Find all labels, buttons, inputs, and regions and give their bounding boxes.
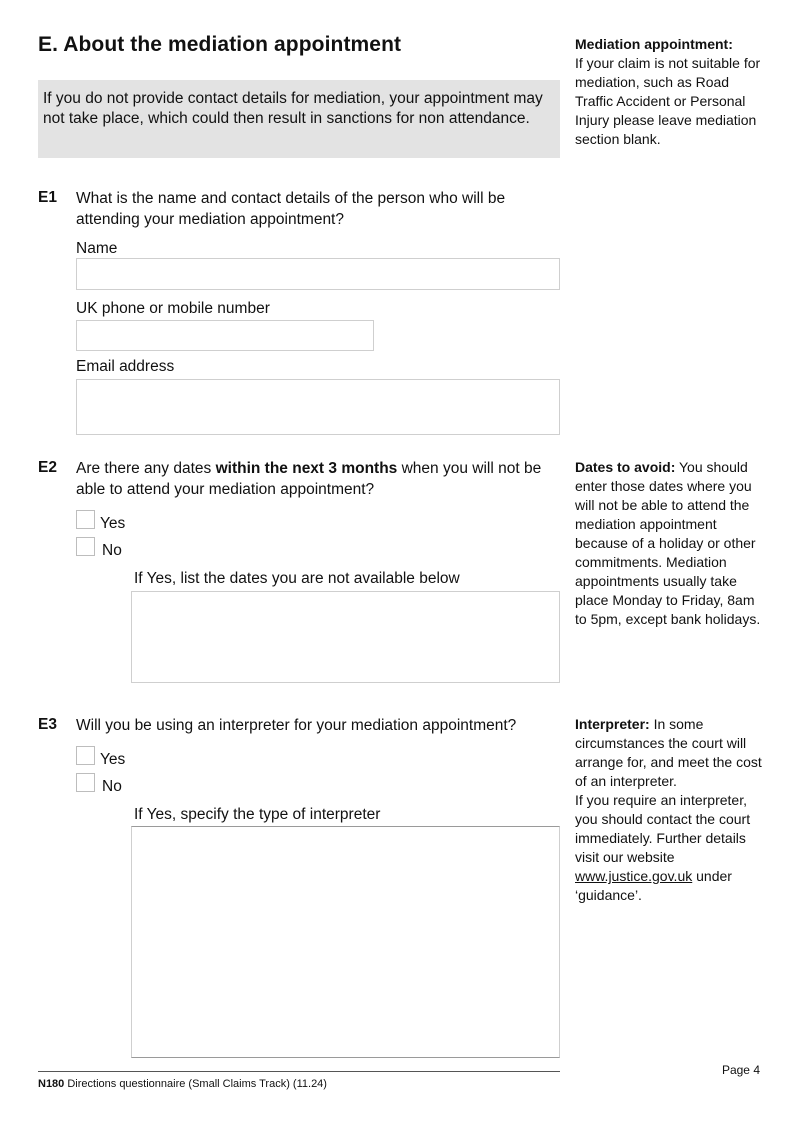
sidebar-note-mediation <box>575 35 770 149</box>
name-label: Name <box>76 240 118 257</box>
footer-divider <box>38 1071 560 1072</box>
e2-followup-label: If Yes, list the dates you are not available below <box>134 570 460 587</box>
sidebar-dates-body: You should enter those dates where you will not be able to attend the mediation appointment because of a holiday or other commitments. Mediation appointments usually take place Monday to Friday, 8am to 5pm, except bank holidays. <box>575 459 761 627</box>
sidebar-dates-title: Dates to avoid: <box>575 459 676 475</box>
sidebar-interpreter-body2: If you require an interpreter, you should contact the court immediately. Further details visit our website <box>575 792 751 865</box>
phone-input[interactable] <box>76 320 374 351</box>
attendance-notice-text: If you do not provide contact details for mediation, your appointment may not take place, which could then result in sanctions for non attendance. <box>43 90 543 127</box>
e2-yes-checkbox[interactable] <box>76 510 95 529</box>
email-label: Email address <box>76 358 175 375</box>
name-input[interactable] <box>76 258 560 290</box>
sidebar-mediation-body: If your claim is not suitable for mediation, such as Road Traffic Accident or Personal Injury please leave mediation section blank. <box>575 55 761 147</box>
e2-no-label: No <box>102 542 122 559</box>
question-text-e2-emphasis: within the next 3 months <box>215 460 398 477</box>
sidebar-note-interpreter <box>575 715 770 905</box>
footer-form-code: N180 <box>38 1078 65 1090</box>
justice-website-link[interactable]: www.justice.gov.uk <box>575 868 693 884</box>
question-text-e3: Will you be using an interpreter for your mediation appointment? <box>76 717 517 734</box>
question-text-e2 <box>76 458 562 500</box>
phone-label: UK phone or mobile number <box>76 300 270 317</box>
attendance-notice <box>38 80 560 158</box>
e3-followup-label: If Yes, specify the type of interpreter <box>134 806 381 823</box>
e3-no-label: No <box>102 778 122 795</box>
question-number-e1: E1 <box>38 189 57 206</box>
question-number-e3: E3 <box>38 716 57 733</box>
e2-yes-label: Yes <box>100 515 126 532</box>
sidebar-interpreter-body3: under ‘guidance’. <box>575 868 732 903</box>
interpreter-type-input[interactable] <box>131 826 560 1058</box>
question-number-e2: E2 <box>38 459 57 476</box>
question-text-e1: What is the name and contact details of the person who will be attending your mediation appointment? <box>76 190 506 228</box>
sidebar-interpreter-body1: In some circumstances the court will arrange for, and meet the cost of an interpreter. <box>575 716 762 789</box>
email-input[interactable] <box>76 379 560 435</box>
page-number: Page 4 <box>721 1063 760 1077</box>
section-title: E. About the mediation appointment <box>38 33 402 56</box>
e3-yes-label: Yes <box>100 751 126 768</box>
e2-no-checkbox[interactable] <box>76 537 95 556</box>
footer-form-title: Directions questionnaire (Small Claims Track) (11.24) <box>67 1078 327 1090</box>
question-text-e2-start: Are there any dates <box>76 460 216 477</box>
unavailable-dates-input[interactable] <box>131 591 560 683</box>
footer-form-info <box>38 1078 327 1090</box>
question-text-e2-end: when you will not be able to attend your mediation appointment? <box>76 460 542 498</box>
sidebar-interpreter-title: Interpreter: <box>575 716 650 732</box>
e3-no-checkbox[interactable] <box>76 773 95 792</box>
e3-yes-checkbox[interactable] <box>76 746 95 765</box>
sidebar-mediation-title: Mediation appointment: <box>575 36 733 52</box>
sidebar-note-dates <box>575 458 770 629</box>
